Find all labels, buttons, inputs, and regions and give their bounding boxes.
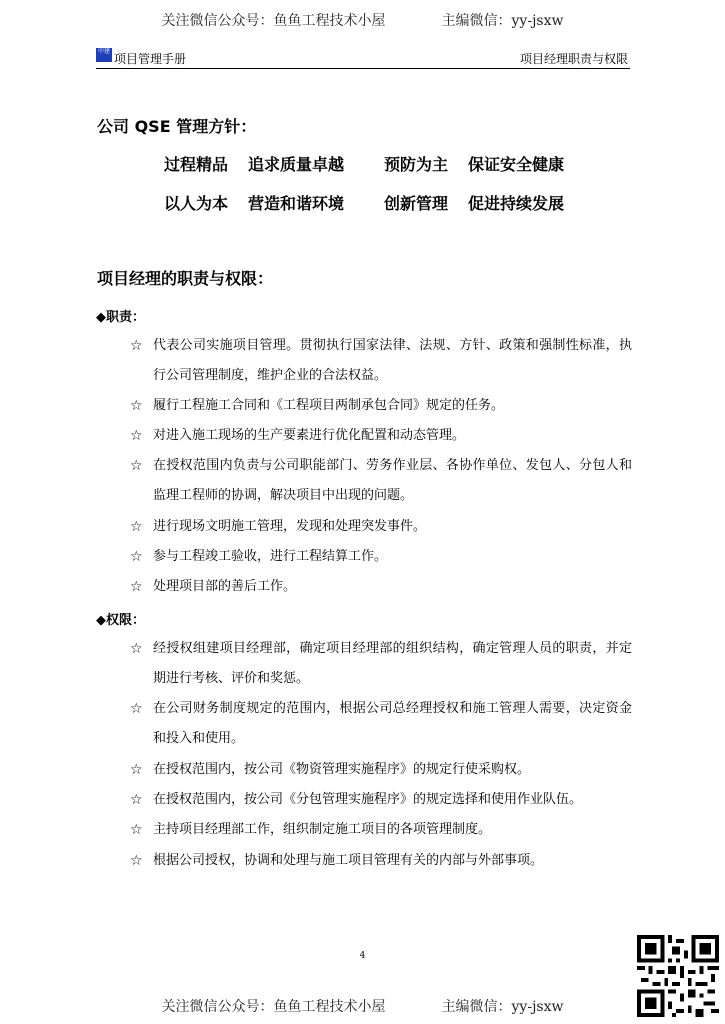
list-item — [130, 572, 632, 602]
list-item — [130, 451, 632, 511]
editor-wechat-text: 主编微信：yy-jsxw — [441, 13, 564, 29]
list-item-text: 在公司财务制度规定的范围内，根据公司总经理授权和施工管理人需要，决定资金和投入和使用。 — [153, 701, 632, 746]
authority-heading: ◆权限： — [96, 613, 145, 628]
policy-phrase: 创新管理 — [384, 194, 449, 213]
list-item-text: 参与工程竣工验收，进行工程结算工作。 — [153, 549, 388, 564]
policy-row — [164, 191, 564, 214]
list-item — [130, 815, 632, 845]
list-item-text: 在授权范围内，按公司《物资管理实施程序》的规定行使采购权。 — [153, 762, 531, 777]
list-item-text: 主持项目经理部工作，组织制定施工项目的各项管理制度。 — [153, 822, 492, 837]
list-item-text: 对进入施工现场的生产要素进行优化配置和动态管理。 — [153, 428, 466, 443]
star-bullet-icon: ☆ — [130, 338, 143, 354]
list-item-text: 根据公司授权，协调和处理与施工项目管理有关的内部与外部事项。 — [153, 853, 544, 868]
list-item-text: 在授权范围内负责与公司职能部门、劳务作业层、各协作单位、发包人、分包人和监理工程师的协调，解决项目中出现的问题。 — [153, 458, 632, 503]
list-item — [130, 542, 632, 572]
wechat-public-text: 关注微信公众号：鱼鱼工程技术小屋 — [161, 999, 386, 1015]
list-item — [130, 391, 632, 421]
star-bullet-icon: ☆ — [130, 519, 143, 535]
policy-phrase: 保证安全健康 — [468, 155, 565, 174]
list-item-text: 履行工程施工合同和《工程项目两制承包合同》规定的任务。 — [153, 398, 505, 413]
company-logo-icon: 中建 — [96, 48, 112, 62]
policy-phrase: 以人为本 — [164, 194, 229, 213]
duties-heading: ◆职责： — [96, 310, 145, 325]
qse-title: 公司 QSE 管理方针： — [97, 117, 257, 136]
top-banner — [0, 10, 725, 30]
star-bullet-icon: ☆ — [130, 792, 143, 808]
policy-phrase: 促进持续发展 — [468, 194, 565, 213]
list-item — [130, 421, 632, 451]
policy-phrase: 营造和谐环境 — [248, 194, 345, 213]
list-item-text: 进行现场文明施工管理，发现和处理突发事件。 — [153, 519, 427, 534]
policy-row — [164, 152, 564, 175]
star-bullet-icon: ☆ — [130, 428, 143, 444]
list-item — [130, 331, 632, 391]
list-item — [130, 785, 632, 815]
star-bullet-icon: ☆ — [130, 549, 143, 565]
star-bullet-icon: ☆ — [130, 822, 143, 838]
star-bullet-icon: ☆ — [130, 701, 143, 717]
list-item-text: 代表公司实施项目管理。贯彻执行国家法律、法规、方针、政策和强制性标准，执行公司管理制度，维护企业的合法权益。 — [153, 338, 632, 383]
list-item — [130, 694, 632, 754]
page-header — [96, 44, 630, 69]
editor-wechat-text: 主编微信：yy-jsxw — [441, 999, 564, 1015]
policy-phrase: 预防为主 — [384, 155, 449, 174]
star-bullet-icon: ☆ — [130, 762, 143, 778]
list-item-text: 经授权组建项目经理部，确定项目经理部的组织结构，确定管理人员的职责，并定期进行考核、评价和奖惩。 — [153, 641, 632, 686]
header-left-title: 项目管理手册 — [114, 52, 187, 66]
list-item — [130, 846, 632, 876]
bottom-banner — [0, 996, 725, 1016]
wechat-public-text: 关注微信公众号：鱼鱼工程技术小屋 — [161, 13, 386, 29]
list-item-text: 在授权范围内，按公司《分包管理实施程序》的规定选择和使用作业队伍。 — [153, 792, 583, 807]
list-item — [130, 512, 632, 542]
list-item-text: 处理项目部的善后工作。 — [153, 579, 297, 594]
policy-phrase: 追求质量卓越 — [248, 155, 345, 174]
star-bullet-icon: ☆ — [130, 641, 143, 657]
list-item — [130, 634, 632, 694]
star-bullet-icon: ☆ — [130, 458, 143, 474]
star-bullet-icon: ☆ — [130, 853, 143, 869]
list-item — [130, 755, 632, 785]
page-number: 4 — [359, 951, 366, 961]
star-bullet-icon: ☆ — [130, 398, 143, 414]
star-bullet-icon: ☆ — [130, 579, 143, 595]
policy-phrase: 过程精品 — [164, 155, 229, 174]
header-right-title: 项目经理职责与权限 — [519, 52, 628, 66]
section-title: 项目经理的职责与权限： — [97, 269, 274, 288]
